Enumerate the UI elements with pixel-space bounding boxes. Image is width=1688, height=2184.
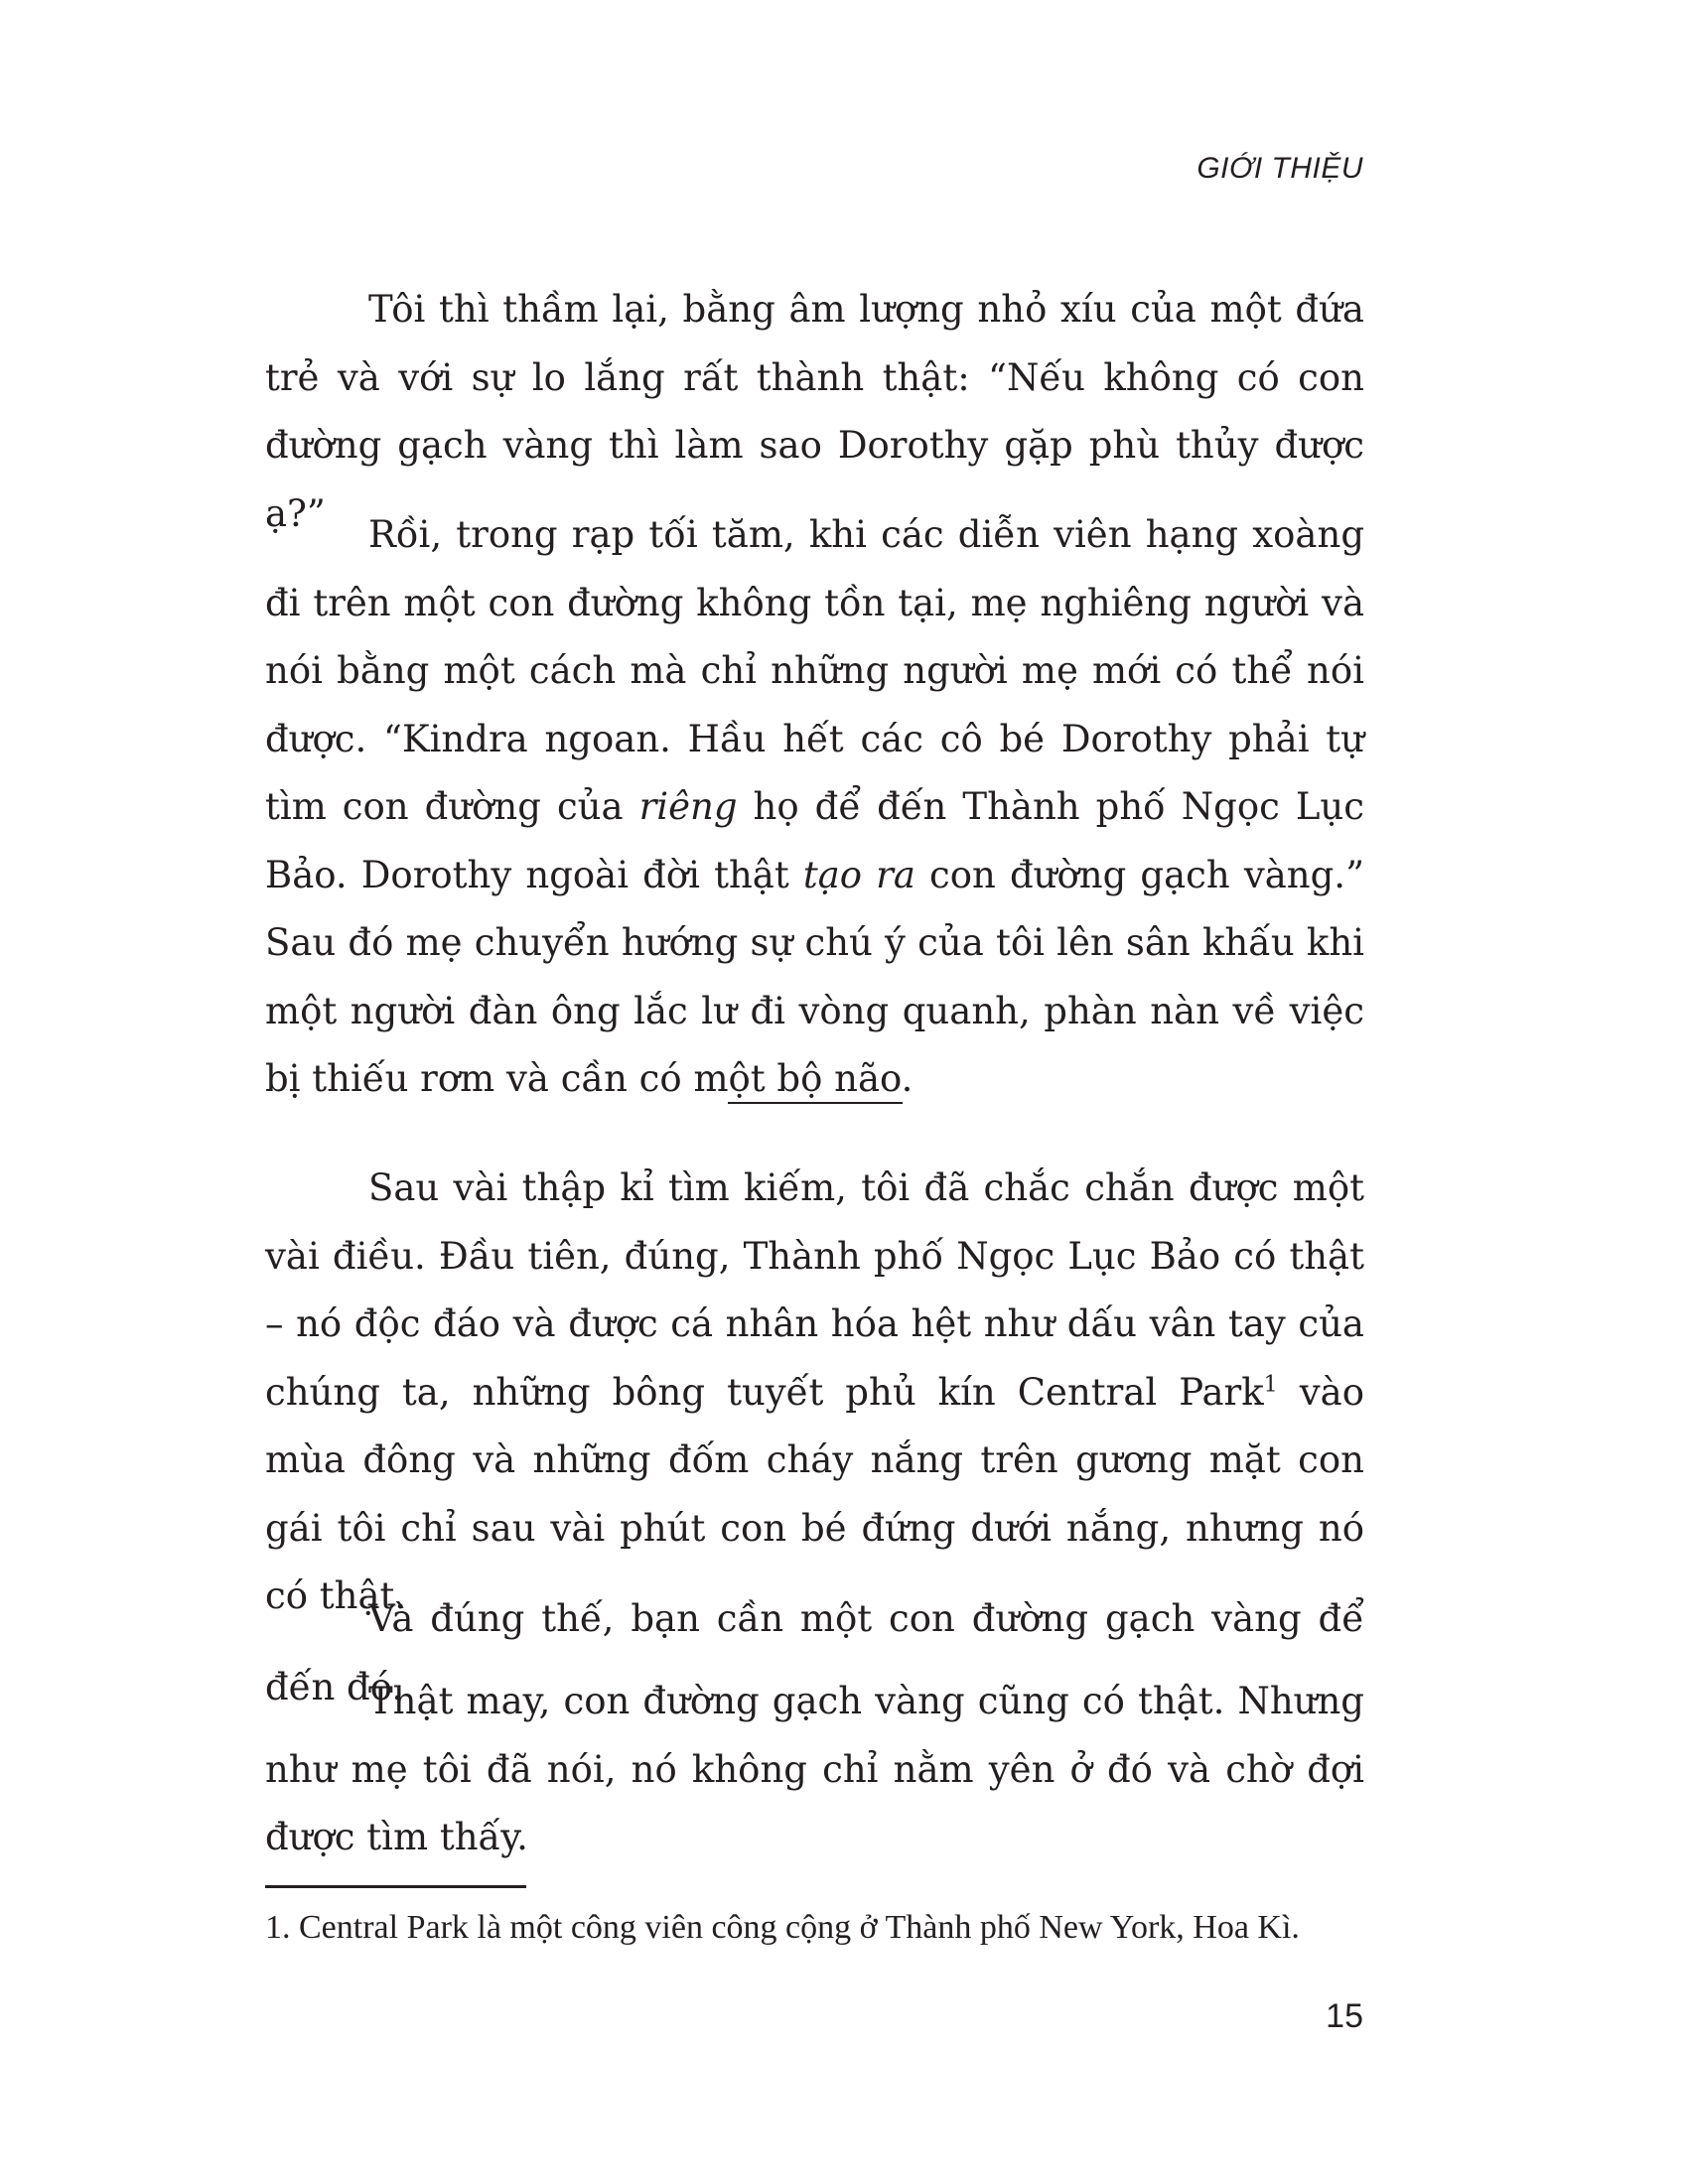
emphasis-rieng: riêng xyxy=(638,785,738,828)
paragraph-5-text: Thật may, con đường gạch vàng cũng có thật. Nhưng như mẹ tôi đã nói, nó không chỉ nằm yên ở đó và chờ đợi được tìm thấy. xyxy=(265,1680,1364,1858)
paragraph-3 xyxy=(265,1155,1364,1631)
emphasis-tao-ra: tạo ra xyxy=(802,853,915,896)
paragraph-1-text: Tôi thì thầm lại, bằng âm lượng nhỏ xíu của một đứa trẻ và với sự lo lắng rất thành thật: “Nếu không có con đường gạch vàng thì làm sao Dorothy gặp phù thủy được ạ?” xyxy=(265,288,1364,535)
footnote xyxy=(265,1904,1364,1952)
paragraph-3-text-a: Sau vài thập kỉ tìm kiếm, tôi đã chắc chắn được một vài điều. Đầu tiên, đúng, Thành phố Ngọc Lục Bảo có thật – nó độc đáo và được cá nhân hóa hệt như dấu vân tay của chúng ta, những bông tuyết phủ kín Central Park xyxy=(265,1166,1364,1414)
running-head: GIỚI THIỆU xyxy=(1196,152,1363,185)
paragraph-2 xyxy=(265,501,1364,1114)
paragraph-2-text-c: con đường gạch vàng.” Sau đó mẹ chuyển hướng sự chú ý của tôi lên sân khấu khi một người đàn ông lắc lư đi vòng quanh, phàn nàn về việc bị thiếu rơm và cần có một bộ não. xyxy=(265,853,1364,1100)
footnote-text: 1. Central Park là một công viên công cộng ở Thành phố New York, Hoa Kì. xyxy=(265,1909,1300,1946)
section-divider xyxy=(728,1102,903,1104)
page-number: 15 xyxy=(1326,1997,1363,2035)
paragraph-5 xyxy=(265,1668,1364,1872)
paragraph-4-text: Và đúng thế, bạn cần một con đường gạch vàng để đến đó. xyxy=(265,1597,1364,1708)
footnote-rule xyxy=(265,1885,526,1888)
paragraph-2-text-b: họ để đến Thành phố Ngọc Lục Bảo. Dorothy ngoài đời thật xyxy=(265,785,1364,896)
paragraph-3-text-b: vào mùa đông và những đốm cháy nắng trên gương mặt con gái tôi chỉ sau vài phút con bé đứng dưới nắng, nhưng nó có thật. xyxy=(265,1370,1365,1617)
paragraph-2-text-a: Rồi, trong rạp tối tăm, khi các diễn viên hạng xoàng đi trên một con đường không tồn tại, mẹ nghiêng người và nói bằng một cách mà chỉ những người mẹ mới có thể nói được. “Kindra ngoan. Hầu hết các cô bé Dorothy phải tự tìm con đường của xyxy=(265,513,1364,828)
footnote-reference: 1 xyxy=(1263,1371,1278,1398)
